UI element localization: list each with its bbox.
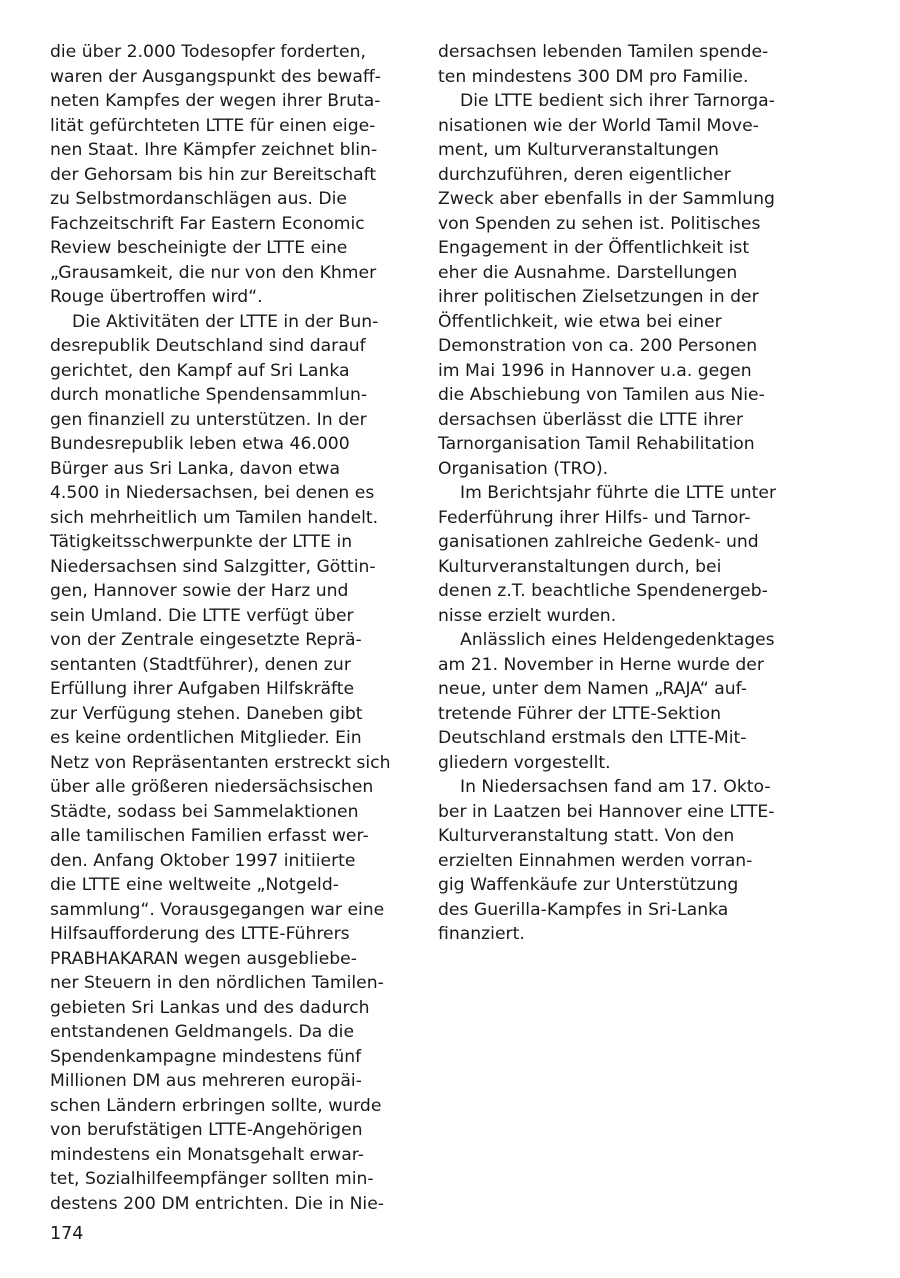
text-line: Engagement in der Öffentlichkeit ist bbox=[438, 238, 750, 258]
text-line: Erfüllung ihrer Aufgaben Hilfskräfte bbox=[50, 679, 355, 699]
text-line: Spendenkampagne mindestens fünf bbox=[50, 1046, 362, 1067]
text-line: Kulturveranstaltung statt. Von den bbox=[438, 826, 735, 846]
text-line: ment, um Kulturveranstaltungen bbox=[438, 140, 719, 160]
text-line: nisationen wie der World Tamil Move- bbox=[438, 115, 759, 136]
right-text-column bbox=[438, 40, 794, 947]
text-line: über alle größeren niedersächsischen bbox=[50, 777, 374, 797]
text-line: ner Steuern in den nördlichen Tamilen- bbox=[50, 973, 384, 993]
text-line: Rouge übertroffen wird“. bbox=[50, 287, 263, 307]
text-line: im Mai 1996 in Hannover u.a. gegen bbox=[438, 360, 752, 381]
text-line: gig Waffenkäufe zur Unterstützung bbox=[438, 875, 739, 895]
text-line: zu Selbstmordanschlägen aus. Die bbox=[50, 189, 347, 209]
text-line: gliedern vorgestellt. bbox=[438, 752, 611, 773]
text-line: Im Berichtsjahr führte die LTTE unter bbox=[460, 483, 777, 503]
text-line: mindestens ein Monatsgehalt erwar- bbox=[50, 1144, 364, 1165]
text-line: von der Zentrale eingesetzte Reprä- bbox=[50, 630, 362, 650]
text-line: durchzuführen, deren eigentlicher bbox=[438, 164, 731, 185]
text-line: eher die Ausnahme. Darstellungen bbox=[438, 262, 738, 283]
text-line: dersachsen überlässt die LTTE ihrer bbox=[438, 409, 744, 430]
text-line: Die LTTE bedient sich ihrer Tarnorga- bbox=[460, 91, 775, 111]
text-line: lität gefürchteten LTTE für einen eige- bbox=[50, 115, 376, 136]
text-line: nen Staat. Ihre Kämpfer zeichnet blin- bbox=[50, 140, 378, 160]
text-line: die über 2.000 Todesopfer forderten, bbox=[50, 42, 366, 62]
text-line: 4.500 in Niedersachsen, bei denen es bbox=[50, 483, 375, 503]
text-line: Die Aktivitäten der LTTE in der Bun- bbox=[72, 311, 379, 332]
text-line: waren der Ausgangspunkt des bewaff- bbox=[50, 66, 381, 87]
text-line: Netz von Repräsentanten erstreckt sich bbox=[50, 752, 391, 773]
text-line: den. Anfang Oktober 1997 initiierte bbox=[50, 850, 356, 871]
text-line: Zweck aber ebenfalls in der Sammlung bbox=[438, 189, 775, 209]
text-line: ganisationen zahlreiche Gedenk- und bbox=[438, 532, 759, 552]
text-line: gebieten Sri Lankas und des dadurch bbox=[50, 997, 370, 1018]
text-line: von Spenden zu sehen ist. Politisches bbox=[438, 213, 761, 234]
text-line: neue, unter dem Namen „RAJA“ auf- bbox=[438, 679, 747, 699]
text-line: neten Kampfes der wegen ihrer Bruta- bbox=[50, 91, 381, 111]
text-line: Anlässlich eines Heldengedenktages bbox=[460, 630, 775, 650]
text-line: PRABHAKARAN wegen ausgebliebe- bbox=[50, 948, 357, 969]
text-line: zur Verfügung stehen. Daneben gibt bbox=[50, 703, 363, 724]
text-line: „Grausamkeit, die nur von den Khmer bbox=[50, 262, 377, 283]
text-line: Review bescheinigte der LTTE eine bbox=[50, 238, 348, 258]
text-line: tet, Sozialhilfeempfänger sollten min- bbox=[50, 1169, 374, 1189]
text-line: die LTTE eine weltweite „Notgeld- bbox=[50, 875, 339, 895]
text-line: ihrer politischen Zielsetzungen in der bbox=[438, 287, 759, 307]
text-line: alle tamilischen Familien erfasst wer- bbox=[50, 826, 369, 846]
text-line: Hilfsaufforderung des LTTE-Führers bbox=[50, 924, 350, 944]
text-line: Öffentlichkeit, wie etwa bei einer bbox=[438, 311, 722, 332]
text-line: tretende Führer der LTTE-Sektion bbox=[438, 703, 722, 724]
text-line: von berufstätigen LTTE-Angehörigen bbox=[50, 1120, 363, 1140]
text-line: sein Umland. Die LTTE verfügt über bbox=[50, 605, 354, 626]
text-line: destens 200 DM entrichten. Die in Nie- bbox=[50, 1193, 384, 1214]
text-line: Millionen DM aus mehreren europäi- bbox=[50, 1071, 362, 1091]
text-line: erzielten Einnahmen werden vorran- bbox=[438, 850, 753, 871]
text-line: Fachzeitschrift Far Eastern Economic bbox=[50, 213, 365, 234]
text-line: Deutschland erstmals den LTTE-Mit- bbox=[438, 728, 747, 748]
text-line: desrepublik Deutschland sind darauf bbox=[50, 336, 366, 356]
text-line: der Gehorsam bis hin zur Bereitschaft bbox=[50, 164, 377, 185]
text-line: ten mindestens 300 DM pro Familie. bbox=[438, 66, 749, 87]
text-line: Bundesrepublik leben etwa 46.000 bbox=[50, 434, 350, 454]
page-number: 174 bbox=[50, 1224, 84, 1244]
text-line: durch monatliche Spendensammlun- bbox=[50, 385, 368, 405]
text-line: am 21. November in Herne wurde der bbox=[438, 654, 764, 675]
text-line: Städte, sodass bei Sammelaktionen bbox=[50, 801, 359, 822]
text-line: die Abschiebung von Tamilen aus Nie- bbox=[438, 385, 765, 405]
text-line: gerichtet, den Kampf auf Sri Lanka bbox=[50, 360, 350, 381]
text-line: Bürger aus Sri Lanka, davon etwa bbox=[50, 458, 341, 479]
text-line: des Guerilla-Kampfes in Sri-Lanka bbox=[438, 899, 729, 920]
text-line: Kulturveranstaltungen durch, bei bbox=[438, 556, 722, 577]
text-line: Organisation (TRO). bbox=[438, 458, 609, 479]
text-line: entstandenen Geldmangels. Da die bbox=[50, 1022, 355, 1042]
text-line: sammlung“. Vorausgegangen war eine bbox=[50, 899, 385, 920]
text-line: nisse erzielt wurden. bbox=[438, 605, 617, 626]
text-line: Tarnorganisation Tamil Rehabilitation bbox=[438, 434, 755, 454]
text-line: Federführung ihrer Hilfs- und Tarnor- bbox=[438, 507, 751, 528]
text-line: Demonstration von ca. 200 Personen bbox=[438, 336, 758, 356]
text-line: gen finanziell zu unterstützen. In der bbox=[50, 409, 367, 430]
text-line: sich mehrheitlich um Tamilen handelt. bbox=[50, 507, 379, 528]
text-line: In Niedersachsen fand am 17. Okto- bbox=[460, 777, 771, 797]
text-line: gen, Hannover sowie der Harz und bbox=[50, 581, 349, 601]
text-line: Niedersachsen sind Salzgitter, Göttin- bbox=[50, 556, 376, 577]
text-line: denen z.T. beachtliche Spendenergeb- bbox=[438, 581, 768, 601]
text-line: schen Ländern erbringen sollte, wurde bbox=[50, 1095, 382, 1116]
text-line: Tätigkeitsschwerpunkte der LTTE in bbox=[50, 532, 353, 552]
text-line: finanziert. bbox=[438, 924, 525, 944]
text-line: ber in Laatzen bei Hannover eine LTTE- bbox=[438, 801, 775, 822]
text-line: dersachsen lebenden Tamilen spende- bbox=[438, 42, 769, 62]
text-line: sentanten (Stadtführer), denen zur bbox=[50, 654, 351, 675]
text-line: es keine ordentlichen Mitglieder. Ein bbox=[50, 728, 362, 748]
left-text-column bbox=[50, 40, 408, 1216]
